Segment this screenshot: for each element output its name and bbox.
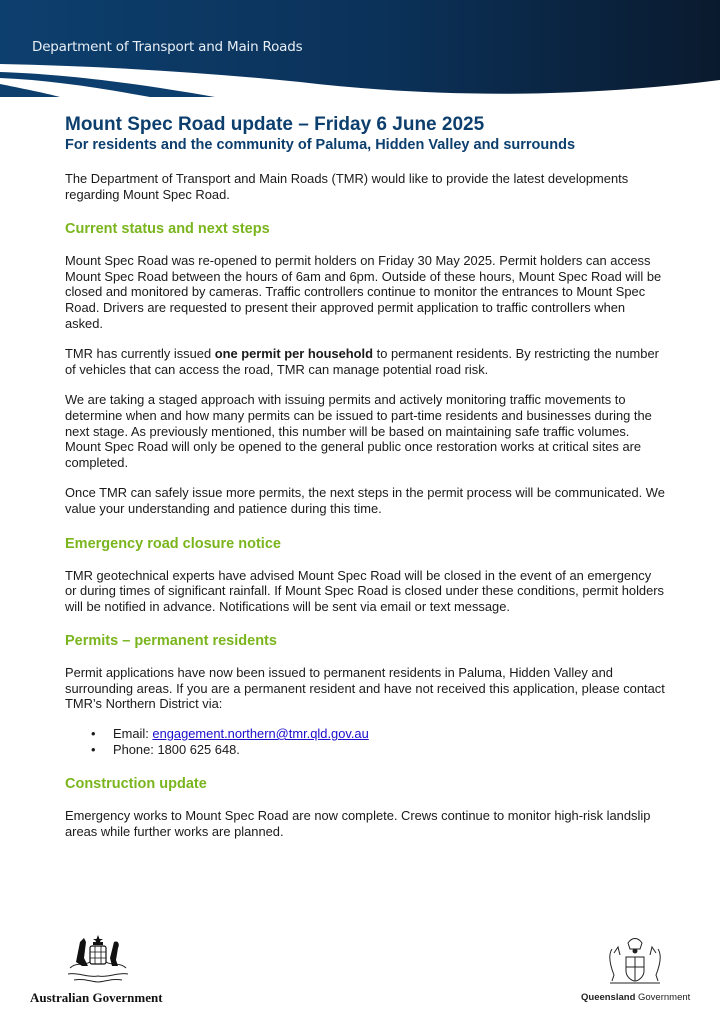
phone-label: Phone:	[113, 741, 158, 757]
department-name: Department of Transport and Main Roads	[32, 39, 303, 55]
section-heading-permits: Permits – permanent residents	[65, 633, 277, 650]
bold-emphasis: one permit per household	[214, 346, 374, 362]
section-heading-construction: Construction update	[65, 776, 207, 793]
text: to permanent residents. By restricting the number of vehicles that can access the road, TMR can manage potential road risk.	[65, 346, 659, 377]
text: TMR has currently issued	[65, 346, 215, 362]
phone-number: 1800 625 648.	[157, 741, 240, 757]
australian-government-text: Australian Government	[30, 990, 163, 1005]
paragraph-construction: Emergency works to Mount Spec Road are now complete. Crews continue to monitor high-risk landslip areas while further works are planned.	[65, 808, 651, 839]
contact-list	[65, 726, 665, 757]
queensland-government-text	[581, 992, 690, 1003]
coat-of-arms-icon	[62, 932, 134, 987]
page-subtitle: For residents and the community of Paluma, Hidden Valley and surrounds	[65, 137, 576, 153]
paragraph-emergency-closure: TMR geotechnical experts have advised Mount Spec Road will be closed in the event of an emergency or during times of significant rainfall. If Mount Spec Road is closed under these conditions, permit holders will be notified in advance. Notifications will be sent via email or text message.	[65, 567, 665, 614]
email-link[interactable]: engagement.northern@tmr.qld.gov.au	[152, 726, 369, 742]
government-word: Government	[635, 992, 691, 1003]
queensland-word: Queensland	[581, 992, 636, 1003]
section-heading-current-status: Current status and next steps	[65, 221, 270, 238]
contact-email-item	[91, 726, 665, 742]
queensland-government-logo	[578, 935, 698, 1010]
intro-paragraph: The Department of Transport and Main Roads (TMR) would like to provide the latest developments regarding Mount Spec Road.	[65, 171, 629, 202]
document-body	[65, 114, 665, 839]
paragraph-reopened: Mount Spec Road was re-opened to permit holders on Friday 30 May 2025. Permit holders can access Mount Spec Road between the hours of 6am and 6pm. Outside of these hours, Mount Spec Road will be closed and monitored by cameras. Traffic controllers continue to monitor the entrances to Mount Spec Road. Drivers are requested to present their approved permit application to traffic controllers when asked.	[65, 253, 662, 331]
paragraph-permits: Permit applications have now been issued to permanent residents in Paluma, Hidden Valley and surrounding areas. If you are a permanent resident and have not received this application, please contact TMR’s Northern District via:	[65, 665, 665, 712]
email-label: Email:	[113, 726, 153, 742]
paragraph-staged-approach: We are taking a staged approach with issuing permits and actively monitoring traffic movements to determine when and how many permits can be issued to part-time residents and businesses during the next stage. As previously mentioned, this number will be based on maintaining safe traffic volumes. Mount Spec Road will only be opened to the general public once restoration works at critical sites are completed.	[65, 392, 652, 470]
paragraph-next-steps: Once TMR can safely issue more permits, the next steps in the permit process will be communicated. We value your understanding and patience during this time.	[65, 485, 665, 516]
paragraph-permit-household	[65, 346, 665, 377]
queensland-crest-icon	[604, 935, 666, 990]
section-heading-emergency-closure: Emergency road closure notice	[65, 535, 281, 552]
contact-phone-item	[91, 742, 665, 758]
australian-government-logo	[30, 932, 170, 1007]
page-title: Mount Spec Road update – Friday 6 June 2025	[65, 114, 485, 135]
header-banner	[0, 0, 720, 100]
